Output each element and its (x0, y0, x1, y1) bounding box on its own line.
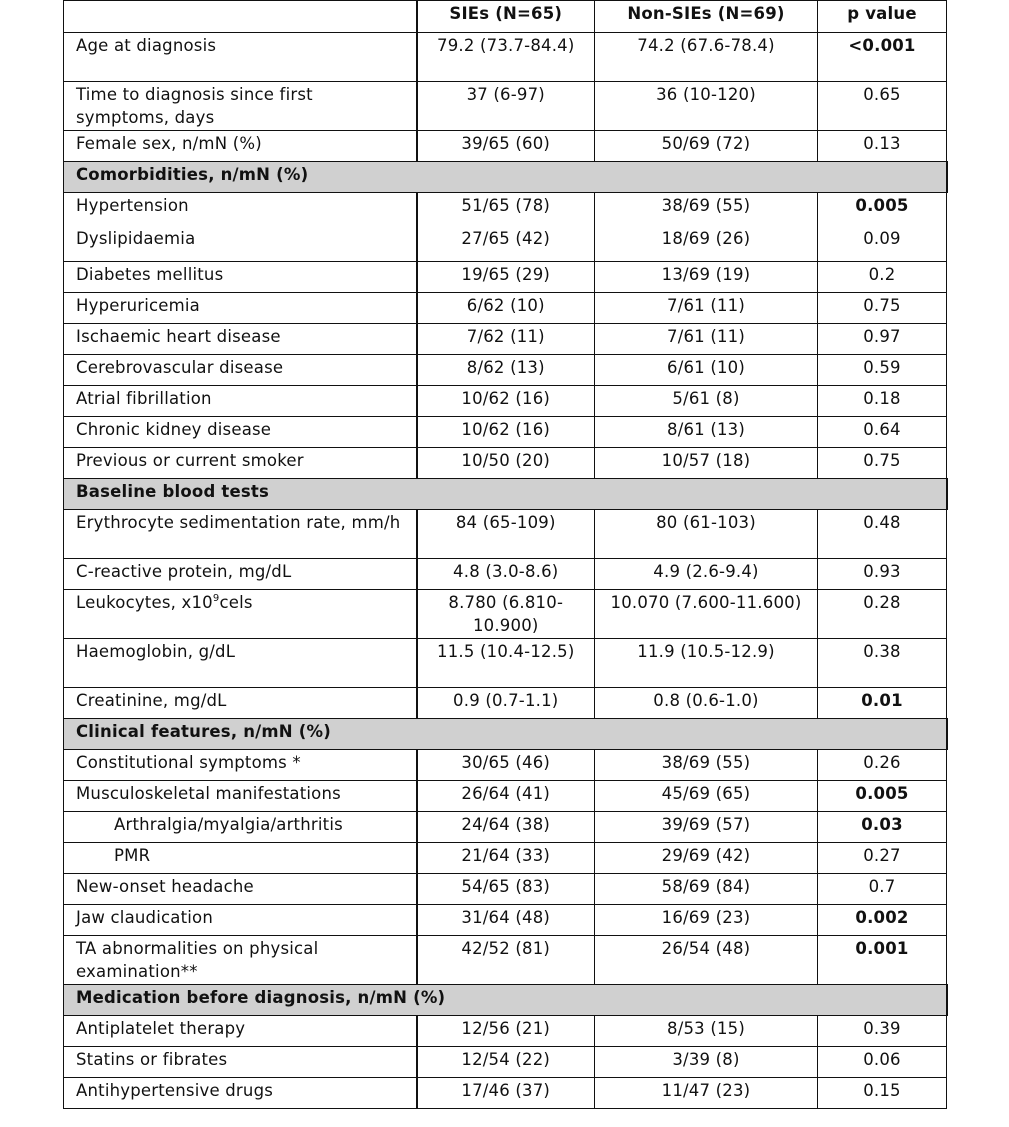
p-value: 0.97 (818, 324, 947, 355)
p-value: 0.18 (818, 386, 947, 417)
table-row (64, 750, 947, 781)
table-row (64, 843, 947, 874)
p-value: 0.15 (818, 1078, 947, 1109)
table-row (64, 1047, 947, 1078)
row-label (64, 590, 417, 639)
row-label: Ischaemic heart disease (64, 324, 417, 355)
non-sies-value: 50/69 (72) (595, 131, 818, 162)
row-label: Hypertension (64, 193, 417, 225)
header-sies: SIEs (N=65) (417, 1, 595, 33)
row-label: Atrial fibrillation (64, 386, 417, 417)
non-sies-value: 13/69 (19) (595, 262, 818, 293)
table-row (64, 1016, 947, 1047)
sies-value: 19/65 (29) (417, 262, 595, 293)
sies-value: 31/64 (48) (417, 905, 595, 936)
sies-value: 10/50 (20) (417, 448, 595, 479)
sies-value: 51/65 (78) (417, 193, 595, 225)
header-non-sies: Non-SIEs (N=69) (595, 1, 818, 33)
sies-value: 8/62 (13) (417, 355, 595, 386)
table-row (64, 193, 947, 225)
non-sies-value: 8/53 (15) (595, 1016, 818, 1047)
non-sies-value: 80 (61-103) (595, 510, 818, 559)
sies-value: 17/46 (37) (417, 1078, 595, 1109)
table-row (64, 262, 947, 293)
sies-value: 37 (6-97) (417, 82, 595, 131)
p-value: <0.001 (818, 33, 947, 82)
p-value: 0.7 (818, 874, 947, 905)
table-row (64, 781, 947, 812)
p-value: 0.28 (818, 590, 947, 639)
p-value: 0.2 (818, 262, 947, 293)
sies-value: 79.2 (73.7-84.4) (417, 33, 595, 82)
row-label: Age at diagnosis (64, 33, 417, 82)
sies-value: 6/62 (10) (417, 293, 595, 324)
row-label: Constitutional symptoms * (64, 750, 417, 781)
row-label: C-reactive protein, mg/dL (64, 559, 417, 590)
section-title: Clinical features, n/mN (%) (64, 719, 947, 750)
non-sies-value: 36 (10-120) (595, 82, 818, 131)
non-sies-value: 39/69 (57) (595, 812, 818, 843)
table-row (64, 448, 947, 479)
non-sies-value: 7/61 (11) (595, 293, 818, 324)
sies-value: 10/62 (16) (417, 417, 595, 448)
table-row (64, 874, 947, 905)
row-label: Dyslipidaemia (64, 224, 417, 262)
non-sies-value: 74.2 (67.6-78.4) (595, 33, 818, 82)
non-sies-value: 3/39 (8) (595, 1047, 818, 1078)
non-sies-value: 38/69 (55) (595, 193, 818, 225)
table-row (64, 386, 947, 417)
table-row (64, 510, 947, 559)
p-value: 0.06 (818, 1047, 947, 1078)
p-value: 0.93 (818, 559, 947, 590)
p-value: 0.002 (818, 905, 947, 936)
section-title: Baseline blood tests (64, 479, 947, 510)
header-variable (64, 1, 417, 33)
table-row (64, 82, 947, 131)
table-row (64, 324, 947, 355)
row-label: Hyperuricemia (64, 293, 417, 324)
sies-value: 4.8 (3.0-8.6) (417, 559, 595, 590)
sies-value: 26/64 (41) (417, 781, 595, 812)
row-label: Statins or fibrates (64, 1047, 417, 1078)
p-value: 0.27 (818, 843, 947, 874)
sies-value: 21/64 (33) (417, 843, 595, 874)
p-value: 0.64 (818, 417, 947, 448)
table-row (64, 590, 947, 639)
table-row (64, 559, 947, 590)
row-label: Antiplatelet therapy (64, 1016, 417, 1047)
p-value: 0.26 (818, 750, 947, 781)
sies-value: 8.780 (6.810-10.900) (417, 590, 595, 639)
non-sies-value: 5/61 (8) (595, 386, 818, 417)
section-title: Comorbidities, n/mN (%) (64, 162, 947, 193)
row-label: Female sex, n/mN (%) (64, 131, 417, 162)
non-sies-value: 7/61 (11) (595, 324, 818, 355)
non-sies-value: 6/61 (10) (595, 355, 818, 386)
row-label: Erythrocyte sedimentation rate, mm/h (64, 510, 417, 559)
table-row (64, 33, 947, 82)
non-sies-value: 4.9 (2.6-9.4) (595, 559, 818, 590)
table-row (64, 905, 947, 936)
row-label: Cerebrovascular disease (64, 355, 417, 386)
row-label: Musculoskeletal manifestations (64, 781, 417, 812)
header-row (64, 1, 947, 33)
p-value: 0.48 (818, 510, 947, 559)
table-row (64, 1078, 947, 1109)
non-sies-value: 11/47 (23) (595, 1078, 818, 1109)
non-sies-value: 26/54 (48) (595, 936, 818, 985)
row-label: PMR (64, 843, 417, 874)
non-sies-value: 38/69 (55) (595, 750, 818, 781)
sies-value: 39/65 (60) (417, 131, 595, 162)
sies-value: 30/65 (46) (417, 750, 595, 781)
row-label-suffix: cels (219, 593, 253, 612)
p-value: 0.03 (818, 812, 947, 843)
table-row (64, 688, 947, 719)
section-header-row (64, 985, 947, 1016)
sies-value: 54/65 (83) (417, 874, 595, 905)
row-label: Previous or current smoker (64, 448, 417, 479)
p-value: 0.75 (818, 448, 947, 479)
p-value: 0.13 (818, 131, 947, 162)
p-value: 0.38 (818, 639, 947, 688)
row-label: Creatinine, mg/dL (64, 688, 417, 719)
table-row (64, 639, 947, 688)
non-sies-value: 16/69 (23) (595, 905, 818, 936)
row-label: New-onset headache (64, 874, 417, 905)
row-label: Antihypertensive drugs (64, 1078, 417, 1109)
superscript: 9 (212, 592, 220, 604)
row-label: Arthralgia/myalgia/arthritis (64, 812, 417, 843)
section-header-row (64, 162, 947, 193)
p-value: 0.59 (818, 355, 947, 386)
p-value: 0.39 (818, 1016, 947, 1047)
header-p-value: p value (818, 1, 947, 33)
non-sies-value: 45/69 (65) (595, 781, 818, 812)
row-label: Jaw claudication (64, 905, 417, 936)
row-label: Haemoglobin, g/dL (64, 639, 417, 688)
table-row (64, 355, 947, 386)
sies-value: 10/62 (16) (417, 386, 595, 417)
table-row (64, 812, 947, 843)
section-header-row (64, 719, 947, 750)
p-value: 0.75 (818, 293, 947, 324)
sies-value: 0.9 (0.7-1.1) (417, 688, 595, 719)
table-row (64, 293, 947, 324)
sies-value: 7/62 (11) (417, 324, 595, 355)
p-value: 0.001 (818, 936, 947, 985)
sies-value: 12/56 (21) (417, 1016, 595, 1047)
row-label-text: Leukocytes, x10 (76, 593, 213, 612)
table-row (64, 936, 947, 985)
p-value: 0.005 (818, 781, 947, 812)
sies-value: 12/54 (22) (417, 1047, 595, 1078)
table-row (64, 131, 947, 162)
sies-value: 27/65 (42) (417, 224, 595, 262)
comparison-table (63, 0, 948, 1109)
sies-value: 24/64 (38) (417, 812, 595, 843)
non-sies-value: 18/69 (26) (595, 224, 818, 262)
non-sies-value: 10.070 (7.600-11.600) (595, 590, 818, 639)
p-value: 0.005 (818, 193, 947, 225)
non-sies-value: 0.8 (0.6-1.0) (595, 688, 818, 719)
non-sies-value: 29/69 (42) (595, 843, 818, 874)
sies-value: 11.5 (10.4-12.5) (417, 639, 595, 688)
table-row (64, 417, 947, 448)
sies-value: 84 (65-109) (417, 510, 595, 559)
section-header-row (64, 479, 947, 510)
sies-value: 42/52 (81) (417, 936, 595, 985)
row-label: Chronic kidney disease (64, 417, 417, 448)
p-value: 0.65 (818, 82, 947, 131)
section-title: Medication before diagnosis, n/mN (%) (64, 985, 947, 1016)
non-sies-value: 11.9 (10.5-12.9) (595, 639, 818, 688)
row-label: TA abnormalities on physical examination** (64, 936, 417, 985)
row-label: Diabetes mellitus (64, 262, 417, 293)
non-sies-value: 58/69 (84) (595, 874, 818, 905)
p-value: 0.09 (818, 224, 947, 262)
p-value: 0.01 (818, 688, 947, 719)
non-sies-value: 10/57 (18) (595, 448, 818, 479)
row-label: Time to diagnosis since first symptoms, days (64, 82, 417, 131)
non-sies-value: 8/61 (13) (595, 417, 818, 448)
table-row (64, 224, 947, 262)
